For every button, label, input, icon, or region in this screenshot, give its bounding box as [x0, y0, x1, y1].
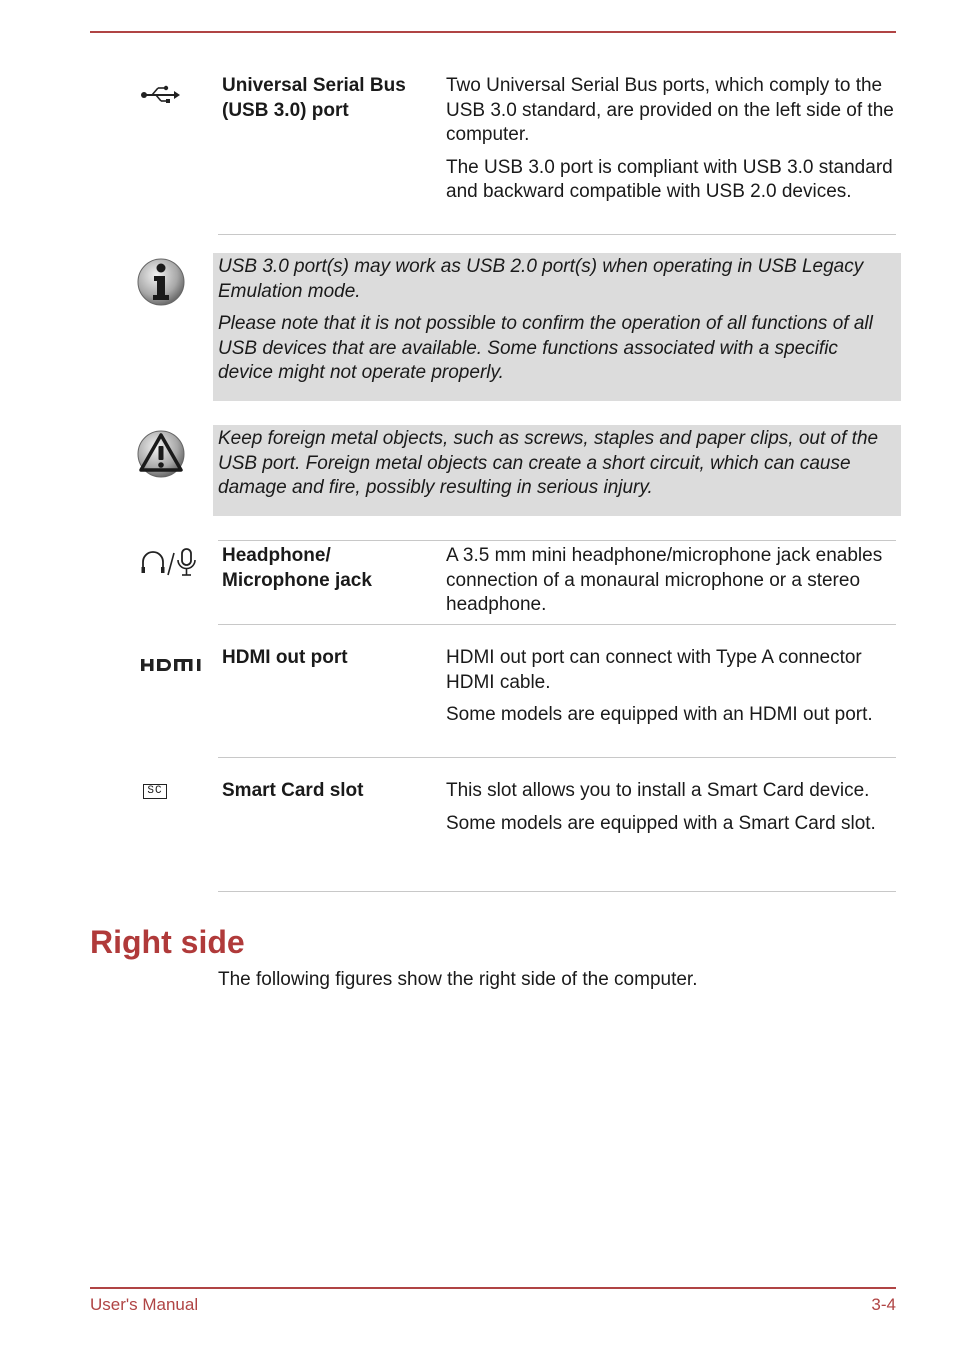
info-note	[213, 253, 901, 401]
section-heading: Right side	[90, 924, 245, 960]
desc-paragraph: Some models are equipped with an HDMI out port.	[446, 704, 873, 725]
port-name: Smart Card slot	[222, 780, 364, 801]
page-number: 3-4	[871, 1295, 896, 1314]
desc-paragraph: HDMI out port can connect with Type A connector HDMI cable.	[446, 647, 862, 693]
port-name: Universal Serial Bus (USB 3.0) port	[222, 75, 406, 121]
smart-card-icon	[143, 784, 167, 799]
desc-paragraph: Two Universal Serial Bus ports, which comply to the USB 3.0 standard, are provided on the left side of the computer.	[446, 75, 894, 145]
warning-note	[213, 425, 901, 516]
port-description	[446, 646, 896, 736]
row-divider	[218, 891, 896, 892]
port-name: HDMI out port	[222, 647, 348, 668]
hdmi-icon	[141, 655, 204, 680]
info-icon	[136, 257, 186, 315]
desc-paragraph: The USB 3.0 port is compliant with USB 3.0 standard and backward compatible with USB 2.0 devices.	[446, 156, 893, 202]
footer-rule	[90, 1287, 896, 1289]
row-divider	[218, 624, 896, 625]
port-name: Headphone/ Microphone jack	[222, 545, 372, 591]
row-divider	[218, 757, 896, 758]
note-paragraph: Please note that it is not possible to confirm the operation of all functions of all USB devices that are available. Some functions associated with a specific device might not operate properly.	[218, 313, 873, 383]
usb-icon	[140, 84, 180, 114]
desc-paragraph: A 3.5 mm mini headphone/microphone jack enables connection of a monaural microphone or a stereo headphone.	[446, 545, 883, 615]
port-description	[446, 544, 896, 626]
smart-card-icon-label: SC	[147, 785, 163, 797]
footer-title: User's Manual	[90, 1295, 199, 1314]
section-intro: The following figures show the right side of the computer.	[218, 969, 698, 990]
desc-paragraph: This slot allows you to install a Smart Card device.	[446, 780, 870, 801]
port-description	[446, 779, 896, 844]
desc-paragraph: Some models are equipped with a Smart Card slot.	[446, 812, 876, 834]
row-divider	[218, 540, 896, 541]
headphone-microphone-icon	[140, 547, 202, 587]
warning-icon	[136, 429, 186, 487]
header-rule	[90, 31, 896, 33]
note-paragraph: Keep foreign metal objects, such as screws, staples and paper clips, out of the USB port. Foreign metal objects can create a short circuit, which can cause damage and fire, possibly resulting in serious injury.	[218, 428, 879, 498]
port-description	[446, 74, 896, 213]
row-divider	[218, 234, 896, 235]
note-paragraph: USB 3.0 port(s) may work as USB 2.0 port(s) when operating in USB Legacy Emulation mode.	[218, 256, 864, 302]
